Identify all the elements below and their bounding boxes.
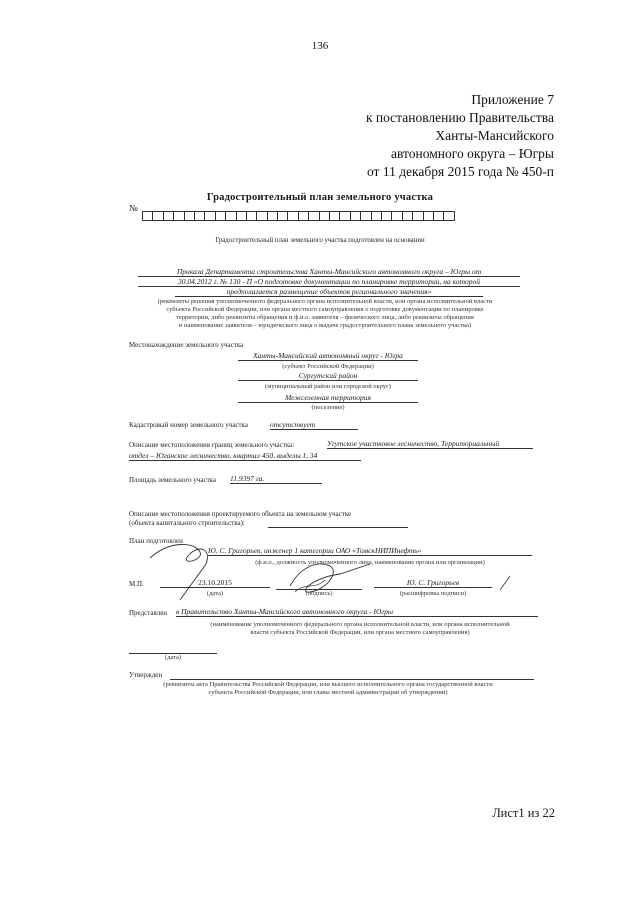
prepared-value: Ю. С. Григорьев, инженер 1 категории ОАО «ТомскНИПИнефть» [208,546,532,556]
cadastral-value: отсутствует [270,420,358,430]
signer-mark-icon [496,572,526,594]
appendix-line-4: автономного округа – Югры [391,146,554,161]
signer-name: Ю. С. Григорьев [374,578,492,588]
appendix-line-1: Приложение 7 [471,92,554,107]
basis-value-3: предполагается размещение объектов регионального значения» [175,287,483,297]
number-label: № [129,203,138,213]
handwritten-signature [140,530,410,610]
basis-value-2: 30.04.2012 г. № 130 - П «О подготовке документации по планировке территории, на которой [138,277,520,287]
object-label-1: Описание местоположения проектируемого объекта на земельном участке [129,510,352,518]
prepared-date: 23.10.2015 [160,578,270,588]
basis-value-1: Приказа Департамента строительства Ханты-Мансийского автономного округа – Югры от [138,267,520,277]
border-label: Описание местоположения границ земельного участка: [129,441,295,449]
basis-note-3: территории, либо реквизиты обращения и ф.и.о. заявителя – физического лица, либо реквизиты обращения [176,314,474,321]
location-settlement-note: (поселение) [311,404,345,411]
date-note: (дата) [206,590,224,597]
approved-note-2: субъекта Российской Федерации, или главы местной администрации об утверждении) [208,689,448,696]
submitted-value: в Правительство Ханты-Мансийского автономного округа - Югры [176,607,538,617]
submitted-label: Представлен [129,609,168,617]
signer-note: (расшифровка подписи) [399,590,467,597]
location-district-note: (муниципальный район или городской округ) [265,383,391,390]
area-label: Площадь земельного участка [129,476,217,484]
location-subject: Ханты-Мансийский автономный округ - Югра [238,351,418,361]
object-label-2: (объекта капитального строительства): [129,519,245,527]
basis-note-4: и наименование заявителя – юридического лица о выдаче градостроительного плана земельного участка) [178,322,472,329]
appendix-line-5: от 11 декабря 2015 года № 450-п [366,164,554,179]
mp-label: М.П. [129,580,144,588]
location-label: Местонахождение земельного участка [129,341,244,349]
number-grid [143,211,455,221]
document-title: Градостроительный план земельного участка [206,192,434,203]
date-note-2: (дата) [164,654,182,661]
number-cell [443,211,454,221]
area-value: 11,9397 га. [230,474,322,484]
submitted-note-1: (наименование уполномоченного федерального органа исполнительной власти, или органа исполнительной [210,621,510,628]
basis-note-1: (реквизиты решения уполномоченного федерального органа исполнительной власти, или органа исполнительной власти [157,298,493,305]
location-settlement: Межселенная территория [238,393,418,403]
location-district: Сургутский район [238,371,418,381]
border-value-1: Угутское участковое лесничество, Территориальный [327,439,533,449]
basis-note-2: субъекта Российской Федерации, или органа местного самоуправления о подготовке документации по планировке [166,306,484,313]
approved-line [170,679,534,680]
prepared-label: План подготовлен [129,537,183,545]
sheet-counter: Лист1 из 22 [492,806,555,820]
submitted-note-2: власти субъекта Российской Федерации, или органа местного самоуправления) [250,629,470,636]
object-line [268,527,408,528]
page-number: 136 [311,40,329,52]
location-subject-note: (субъект Российской Федерации) [282,363,374,370]
appendix-line-2: к постановлению Правительства [365,110,554,125]
signature-note: (подпись) [305,590,333,597]
cadastral-label: Кадастровый номер земельного участка [129,421,248,429]
approved-label: Утвержден [129,671,163,679]
appendix-line-3: Ханты-Мансийского [435,128,554,143]
prepared-note: (ф.и.о., должность уполномоченного лица, наименование органа или организации) [255,559,485,566]
approved-note-1: (реквизиты акта Правительства Российской Федерации, или высшего исполнительного органа государственной власти [163,681,493,688]
basis-label: Градостроительный план земельного участка подготовлен на основании [215,237,425,244]
border-value-2: отдел – Юганское лесничество, квартал 450, выделы 1, 34 [129,451,361,461]
